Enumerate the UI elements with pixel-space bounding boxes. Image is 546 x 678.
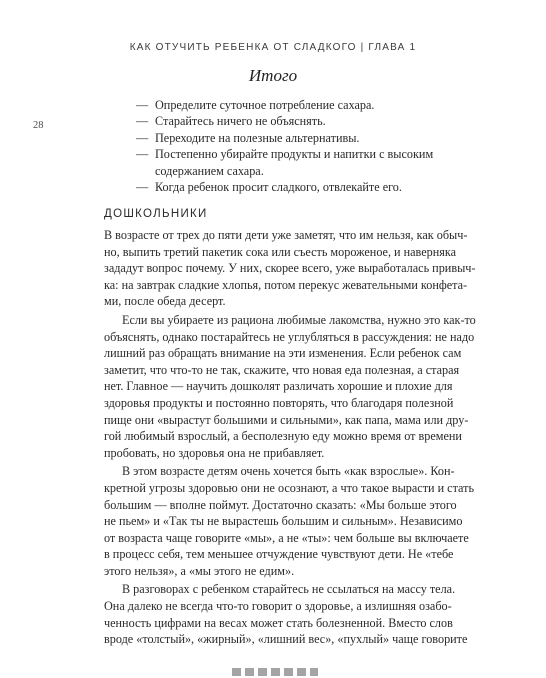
body-text [104,227,476,648]
text-line: от возраста чаще говорите «мы», а не «ты»: чем больше вы включаете [104,530,469,545]
section-title: Итого [248,66,298,85]
text-line: нет. Главное — научить дошколят различать хорошие и плохие для [104,379,453,394]
text-line: зададут вопрос почему. У них, скорее всего, уже выработалась привыч- [104,261,476,276]
subsection-heading: ДОШКОЛЬНИКИ [104,208,208,220]
summary-item-text: Когда ребенок просит сладкого, отвлекайте его. [155,180,402,195]
text-line: В возрасте от трех до пяти дети уже заметят, что им нельзя, как обыч- [104,228,468,242]
list-dash: — [136,98,149,112]
text-line: Она далеко не всегда что-то говорит о здоровье, а излишняя озабо- [104,599,452,614]
summary-item [136,146,456,179]
summary-item-text: содержанием сахара. [155,163,264,178]
cropped-next-line [232,668,318,676]
text-line: В этом возрасте детям очень хочется быть «как взрослые». Кон- [122,464,455,479]
summary-list [136,97,456,195]
text-line: не пьем» и «Так ты не вырастешь большим и сильным». Независимо [104,514,463,529]
text-line: но, выпить третий пакетик сока или съесть мороженое, и наверняка [104,244,457,259]
paragraph [104,227,476,310]
page-number: 28 [33,120,44,131]
text-line: большим — вполне поймут. Достаточно сказать: «Мы больше этого [104,497,457,512]
summary-item-text: Постепенно убирайте продукты и напитки с высоким [155,147,434,162]
text-line: ми, после обеда десерт. [104,294,226,309]
text-line: объяснять, однако постарайтесь не углубляться в рассуждения: не надо [104,329,475,344]
summary-item [136,130,456,146]
summary-item [136,113,456,129]
text-line: этого нельзя», а «мы этого не едим». [104,563,295,578]
running-head: КАК ОТУЧИТЬ РЕБЕНКА ОТ СЛАДКОГО | ГЛАВА 1 [129,42,417,53]
text-line: пище они «вырастут большими и сильными», как папа, мама или дру- [104,412,469,427]
summary-item-text: Старайтесь ничего не объяснять. [155,114,326,129]
paragraph [104,463,475,579]
paragraph [104,312,476,461]
text-line: кретной угрозы здоровью они не осознают, а что такое вырасти и стать [104,480,475,495]
summary-item [136,179,456,195]
text-line: В разговорах с ребенком старайтесь не ссылаться на массу тела. [122,582,456,597]
text-line: заметит, что что-то не так, скажите, что новая еда полезная, а старая [104,362,460,377]
text-line: гой любимый взрослый, а бесполезную еду можно время от времени [104,429,462,444]
text-line: пробовать, но здоровья она не прибавляет. [104,445,325,460]
list-dash: — [136,147,149,162]
text-line: в процесс себя, тем меньшее отчуждение чувствуют дети. Не «тебе [104,547,454,562]
text-line: Если вы убираете из рациона любимые лакомства, нужно это как-то [122,312,476,327]
text-line: лишний раз обращать внимание на эти изменения. Если ребенок сам [104,346,462,361]
summary-item-text: Определите суточное потребление сахара. [155,98,375,112]
text-line: здоровья продукты и постоянно повторять, что благодаря полезной [104,395,454,410]
summary-item [136,97,456,113]
paragraph [104,581,468,647]
text-line: ченность цифрами на весах может стать болезненной. Вместо слов [104,615,453,630]
list-dash: — [136,114,149,129]
list-dash: — [136,180,149,195]
text-line: вроде «толстый», «жирный», «лишний вес», «пухлый» чаще говорите [104,632,468,647]
summary-item-text: Переходите на полезные альтернативы. [155,130,360,145]
text-line: ка: на завтрак сладкие хлопья, потом перекус жевательными конфета- [104,277,468,292]
list-dash: — [136,130,149,145]
